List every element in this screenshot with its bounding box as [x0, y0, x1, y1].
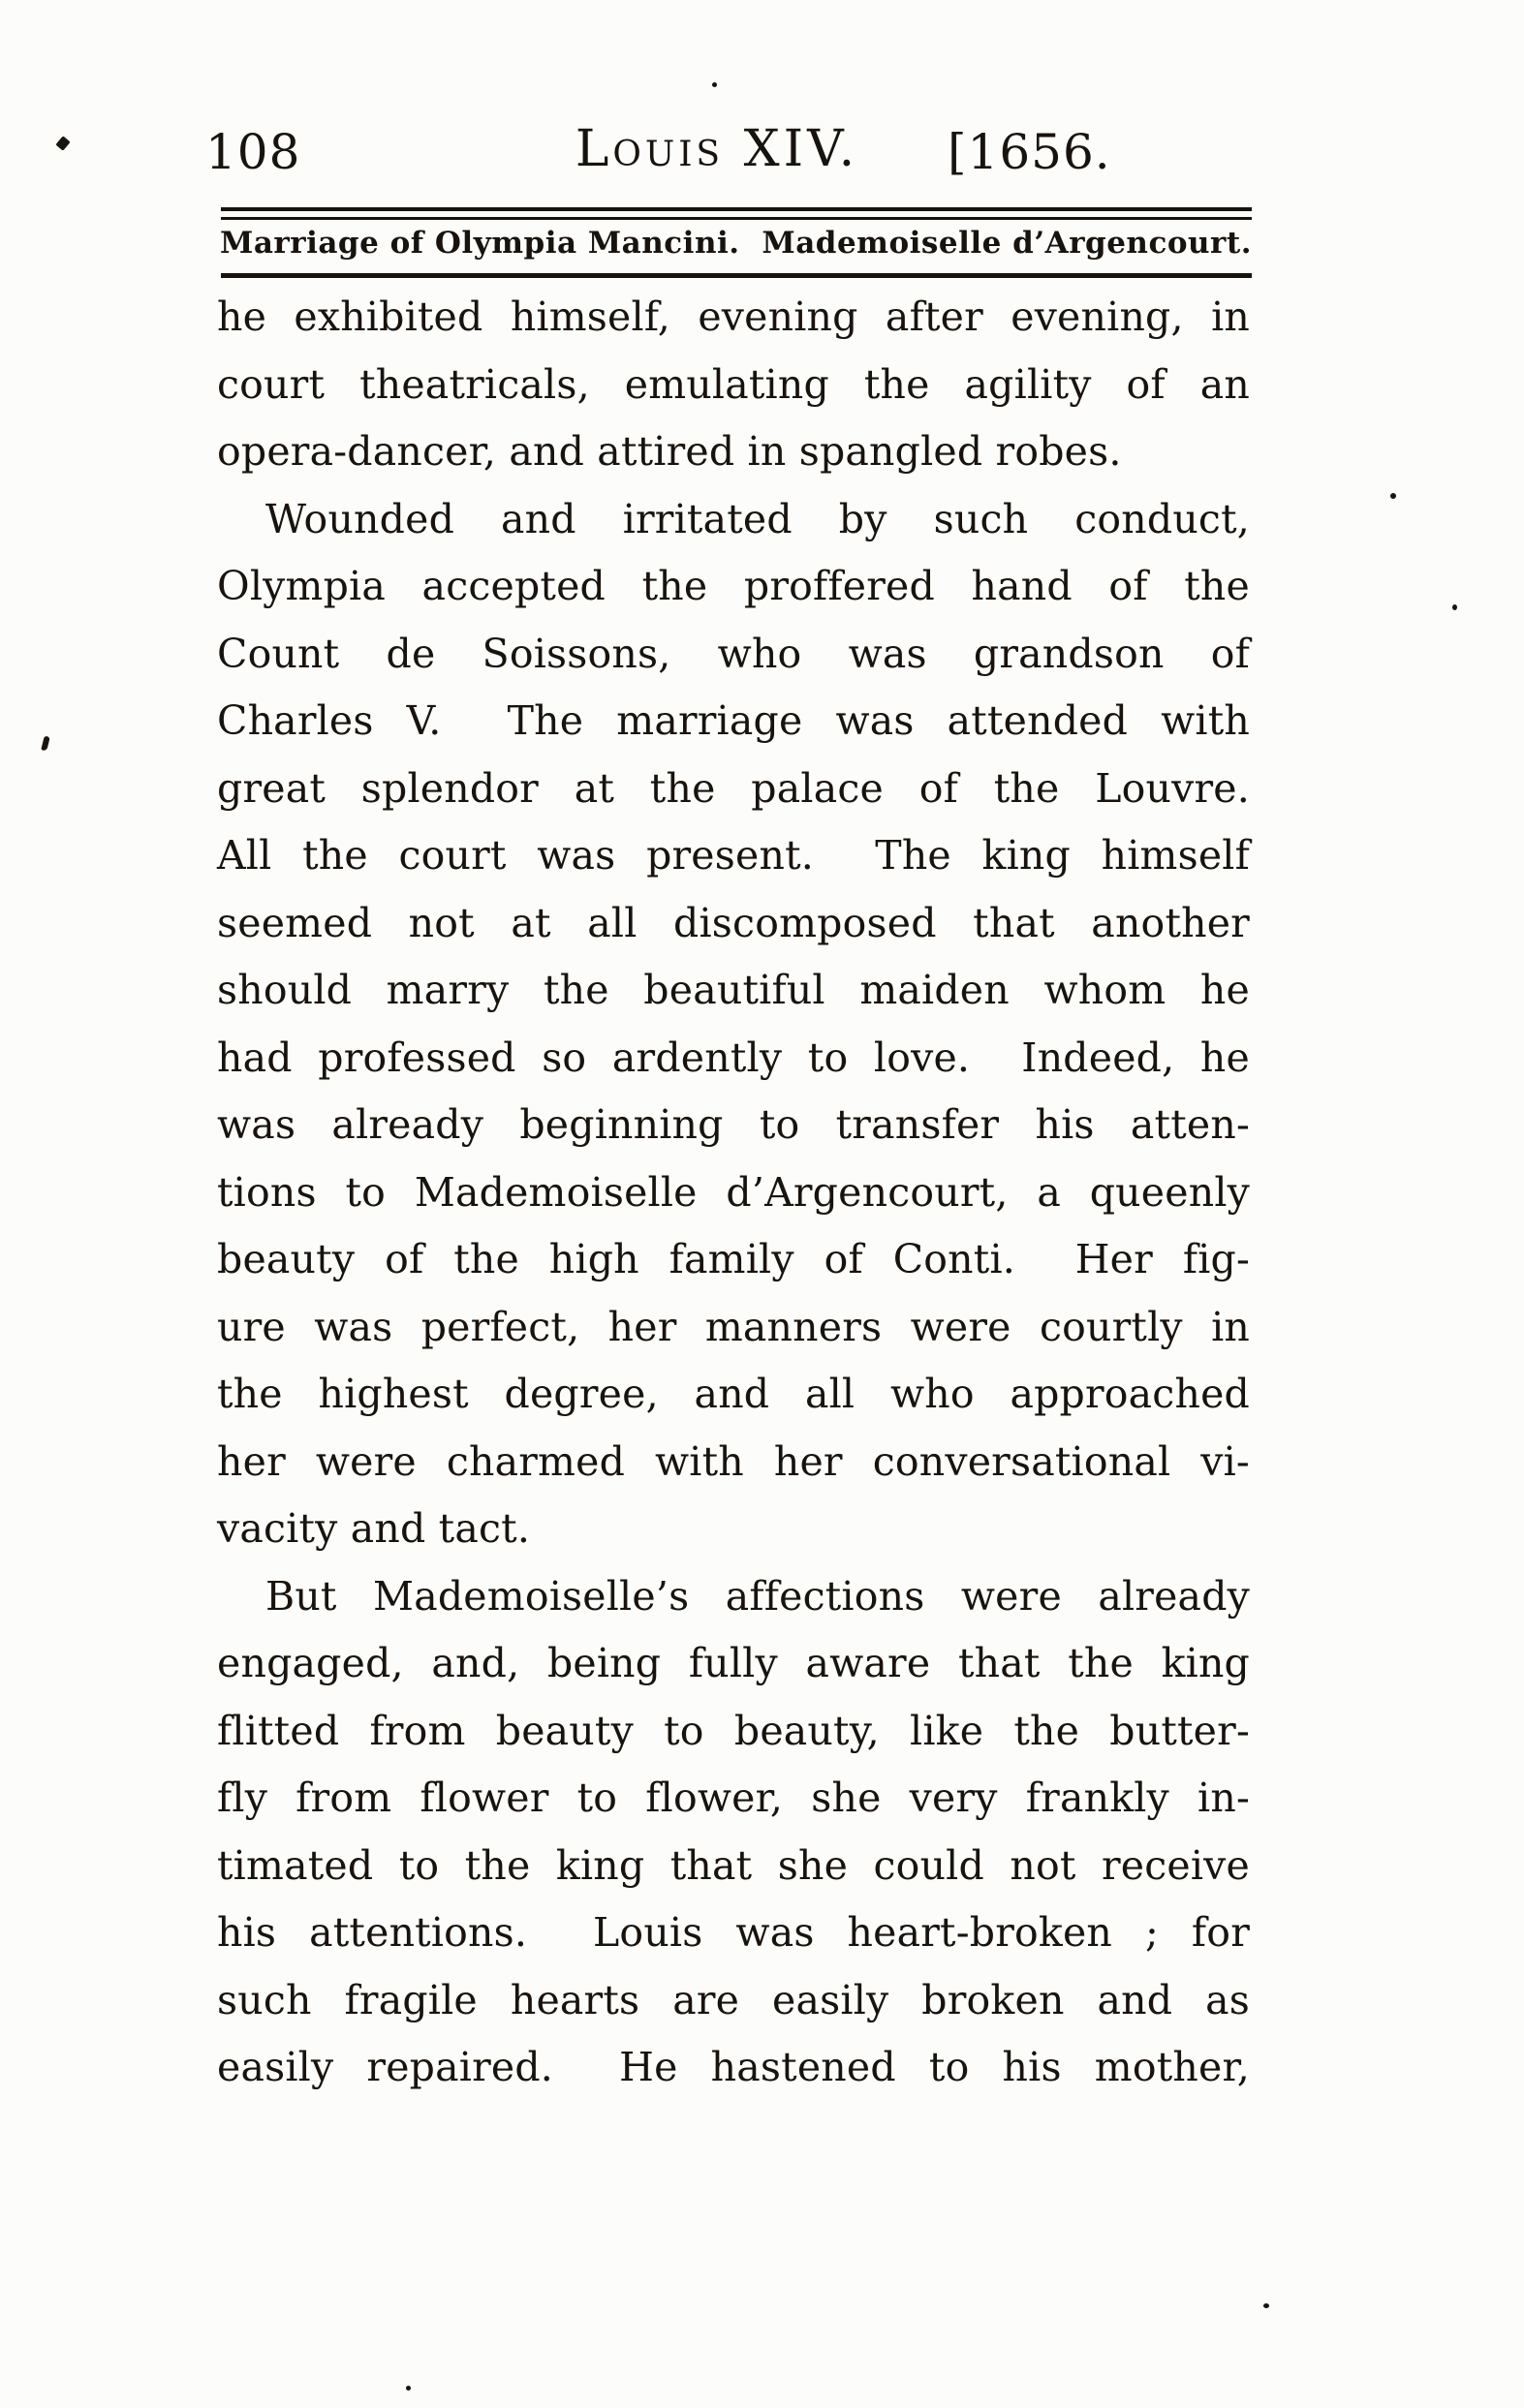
ink-speck [41, 735, 49, 751]
ink-speck [1263, 2303, 1269, 2308]
ink-speck [712, 82, 717, 87]
running-head-left: Marriage of Olympia Mancini. [220, 226, 740, 261]
running-head-right: Mademoiselle d’Argencourt. [762, 226, 1252, 261]
text-line: flitted from beauty to beauty, like the butter- [217, 1707, 1250, 1754]
text-line: But Mademoiselle’s affections were already [265, 1572, 1250, 1620]
text-line: vacity and tact. [217, 1505, 531, 1552]
text-line: Olympia accepted the proffered hand of the [217, 563, 1250, 609]
text-line: the highest degree, and all who approached [217, 1371, 1250, 1417]
ink-speck [406, 2386, 411, 2391]
text-line: seemed not at all discomposed that another [217, 899, 1250, 946]
text-line: Wounded and irritated by such conduct, [265, 495, 1250, 542]
ink-speck [1452, 604, 1457, 610]
text-line: her were charmed with her conversational vi- [217, 1437, 1250, 1485]
text-line: had professed so ardently to love. Indeed, he [217, 1034, 1250, 1081]
text-line: Count de Soissons, who was grandson of [217, 630, 1250, 677]
body-text [217, 284, 1250, 2102]
text-line: great splendor at the palace of the Louvre. [217, 764, 1250, 812]
text-line: fly from flower to flower, she very frankly in- [217, 1775, 1250, 1821]
text-line: beauty of the high family of Conti. Her fig- [217, 1236, 1250, 1282]
text-line: his attentions. Louis was heart-broken ; for [217, 1909, 1250, 1956]
text-line: easily repaired. He hastened to his mother, [217, 2044, 1250, 2090]
text-line: should marry the beautiful maiden whom he [217, 967, 1250, 1013]
header-double-rule [221, 207, 1252, 220]
text-line: court theatricals, emulating the agility of an [217, 360, 1250, 408]
page-title: Louis XIV. [575, 120, 859, 178]
text-line: was already beginning to transfer his atten- [217, 1101, 1250, 1148]
text-line: ure was perfect, her manners were courtly in [217, 1303, 1250, 1350]
text-line: opera-dancer, and attired in spangled robes. [217, 428, 1122, 475]
ink-speck [55, 136, 70, 151]
text-line: Charles V. The marriage was attended with [217, 697, 1250, 744]
year-marker: [1656. [948, 124, 1111, 180]
text-line: such fragile hearts are easily broken and as [217, 1976, 1250, 2023]
ink-speck [1390, 493, 1396, 499]
text-line: he exhibited himself, evening after evening, in [217, 293, 1250, 340]
text-line: All the court was present. The king himself [217, 832, 1250, 879]
running-head-rule [221, 273, 1252, 278]
text-line: engaged, and, being fully aware that the king [217, 1640, 1250, 1686]
page-number: 108 [205, 124, 301, 180]
text-line: tions to Mademoiselle d’Argencourt, a queenly [217, 1168, 1250, 1216]
text-line: timated to the king that she could not receive [217, 1841, 1250, 1889]
